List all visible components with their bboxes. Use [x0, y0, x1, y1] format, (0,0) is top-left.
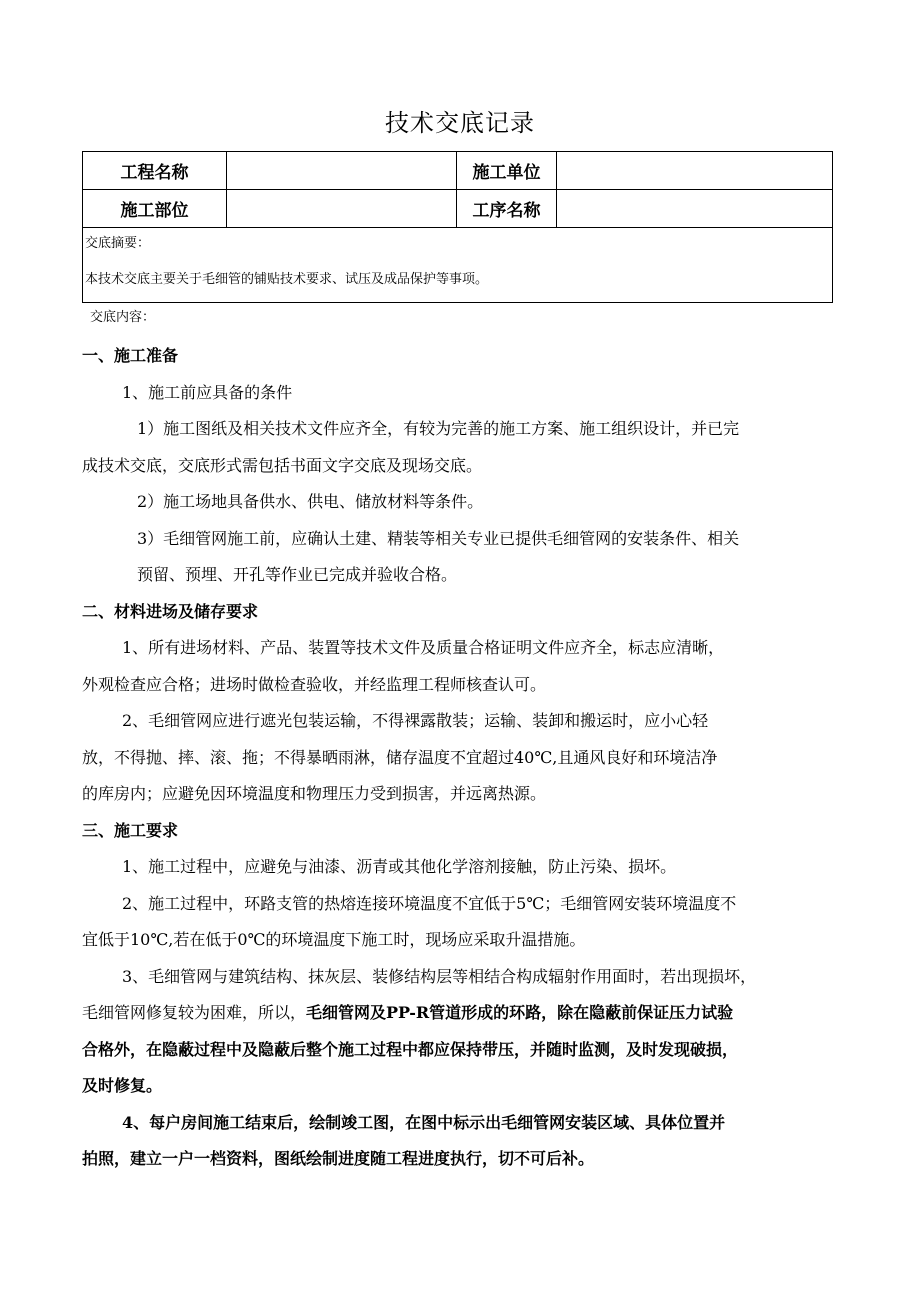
paragraph: 3、毛细管网与建筑结构、抹灰层、装修结构层等相结合构成辐射作用面时，若出现损坏，: [122, 966, 757, 986]
paragraph: 成技术交底，交底形式需包括书面文字交底及现场交底。: [82, 455, 483, 475]
info-table: [82, 151, 833, 303]
paragraph: 外观检查应合格；进场时做检查验收，并经监理工程师核查认可。: [82, 674, 547, 694]
paragraph: 放，不得抛、摔、滚、拖；不得暴晒雨淋，储存温度不宜超过40℃,且通风良好和环境洁净: [82, 747, 718, 767]
paragraph: 合格外，在隐蔽过程中及隐蔽后整个施工过程中都应保持带压，并随时监测，及时发现破损，: [82, 1039, 739, 1059]
paragraph-bold-text: 毛细管网及PP-R管道形成的环路，除在隐蔽前保证压力试验: [306, 1003, 734, 1022]
paragraph: 1、施工过程中，应避免与油漆、沥青或其他化学溶剂接触，防止污染、损坏。: [122, 857, 677, 876]
summary-text: 本技术交底主要关于毛细管的铺贴技术要求、试压及成品保护等事项。: [85, 272, 489, 287]
paragraph: [82, 995, 842, 1032]
summary-cell: [83, 228, 833, 303]
summary-label: 交底摘要：: [85, 236, 151, 251]
table-row: [83, 190, 833, 228]
paragraph: 预留、预埋、开孔等作业已完成并验收合格。: [137, 565, 458, 584]
paragraph: 2、施工过程中，环路支管的热熔连接环境温度不宜低于5℃；毛细管网安装环境温度不: [122, 893, 737, 913]
process-value: [557, 190, 833, 228]
paragraph: 4、每户房间施工结束后，绘制竣工图，在图中标示出毛细管网安装区域、具体位置并: [122, 1112, 726, 1132]
paragraph: 的库房内；应避免因环境温度和物理压力受到损害，并远离热源。: [82, 784, 547, 803]
page-title: 技术交底记录: [385, 109, 535, 137]
paragraph: 3）毛细管网施工前，应确认土建、精装等相关专业已提供毛细管网的安装条件、相关: [137, 528, 740, 548]
unit-label: 施工单位: [457, 152, 557, 190]
paragraph-normal-text: 毛细管网修复较为困难，所以，: [82, 1003, 307, 1022]
document-body: [82, 338, 842, 1178]
process-label: 工序名称: [457, 190, 557, 228]
content-label: 交底内容：: [90, 310, 156, 325]
section-heading: 三、施工要求: [82, 820, 179, 840]
section-heading: 一、施工准备: [82, 346, 179, 365]
paragraph: 1）施工图纸及相关技术文件应齐全，有较为完善的施工方案、施工组织设计，并已完: [137, 419, 740, 438]
paragraph: 宜低于10℃,若在低于0℃的环境温度下施工时，现场应采取升温措施。: [82, 930, 586, 949]
paragraph: 2、毛细管网应进行遮光包装运输，不得裸露散装；运输、装卸和搬运时，应小心轻: [122, 711, 709, 730]
paragraph: 2）施工场地具备供水、供电、储放材料等条件。: [137, 492, 484, 511]
table-row: [83, 228, 833, 303]
section-heading: 二、材料进场及储存要求: [82, 601, 259, 621]
part-label: 施工部位: [83, 190, 227, 228]
part-value: [227, 190, 457, 228]
paragraph: 1、所有进场材料、产品、装置等技术文件及质量合格证明文件应齐全，标志应清晰，: [122, 638, 725, 657]
paragraph: 1、施工前应具备的条件: [122, 382, 293, 402]
table-row: [83, 152, 833, 190]
paragraph: 拍照，建立一户一档资料，图纸绘制进度随工程进度执行，切不可后补。: [82, 1149, 595, 1168]
paragraph: 及时修复。: [82, 1076, 163, 1095]
project-name-value: [227, 152, 457, 190]
unit-value: [557, 152, 833, 190]
project-name-label: 工程名称: [83, 152, 227, 190]
